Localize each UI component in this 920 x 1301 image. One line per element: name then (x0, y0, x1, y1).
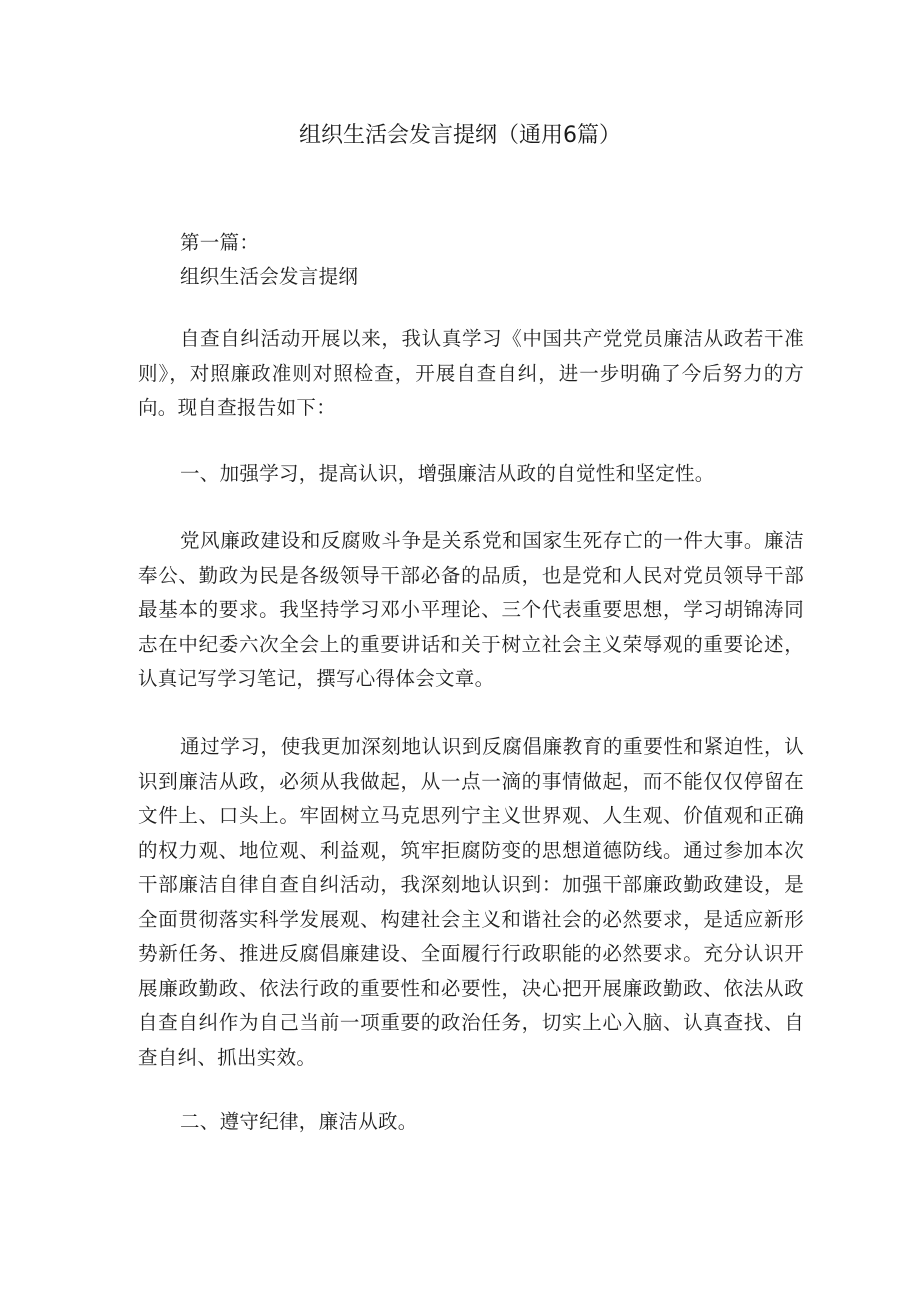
intro-paragraph: 自查自纠活动开展以来，我认真学习《中国共产党党员廉洁从政若干准则》，对照廉政准则对照检查，开展自查自纠，进一步明确了今后努力的方向。现自查报告如下： (138, 327, 804, 419)
section-1-heading: 一、加强学习，提高认识，增强廉洁从政的自觉性和坚定性。 (180, 462, 715, 485)
section-1-paragraph-1: 党风廉政建设和反腐败斗争是关系党和国家生死存亡的一件大事。廉洁奉公、勤政为民是各级领导干部必备的品质，也是党和人民对党员领导干部最基本的要求。我坚持学习邓小平理论、三个代表重要思想，学习胡锦涛同志在中纪委六次全会上的重要讲话和关于树立社会主义荣辱观的重要论述，认真记写学习笔记，撰写心得体会文章。 (138, 529, 804, 690)
part-label: 第一篇： (180, 231, 260, 254)
part-title: 组织生活会发言提纲 (180, 265, 359, 288)
section-2-heading: 二、遵守纪律，廉洁从政。 (180, 1110, 418, 1133)
document-title: 组织生活会发言提纲（通用6篇） (299, 123, 621, 148)
section-1-paragraph-2: 通过学习，使我更加深刻地认识到反腐倡廉教育的重要性和紧迫性，认识到廉洁从政，必须从我做起，从一点一滴的事情做起，而不能仅仅停留在文件上、口头上。牢固树立马克思列宁主义世界观、人生观、价值观和正确的权力观、地位观、利益观，筑牢拒腐防变的思想道德防线。通过参加本次干部廉洁自律自查自纠活动，我深刻地认识到：加强干部廉政勤政建设，是全面贯彻落实科学发展观、构建社会主义和谐社会的必然要求，是适应新形势新任务、推进反腐倡廉建设、全面履行行政职能的必然要求。充分认识开展廉政勤政、依法行政的重要性和必要性，决心把开展廉政勤政、依法从政自查自纠作为自己当前一项重要的政治任务，切实上心入脑、认真查找、自查自纠、抓出实效。 (138, 735, 804, 1069)
